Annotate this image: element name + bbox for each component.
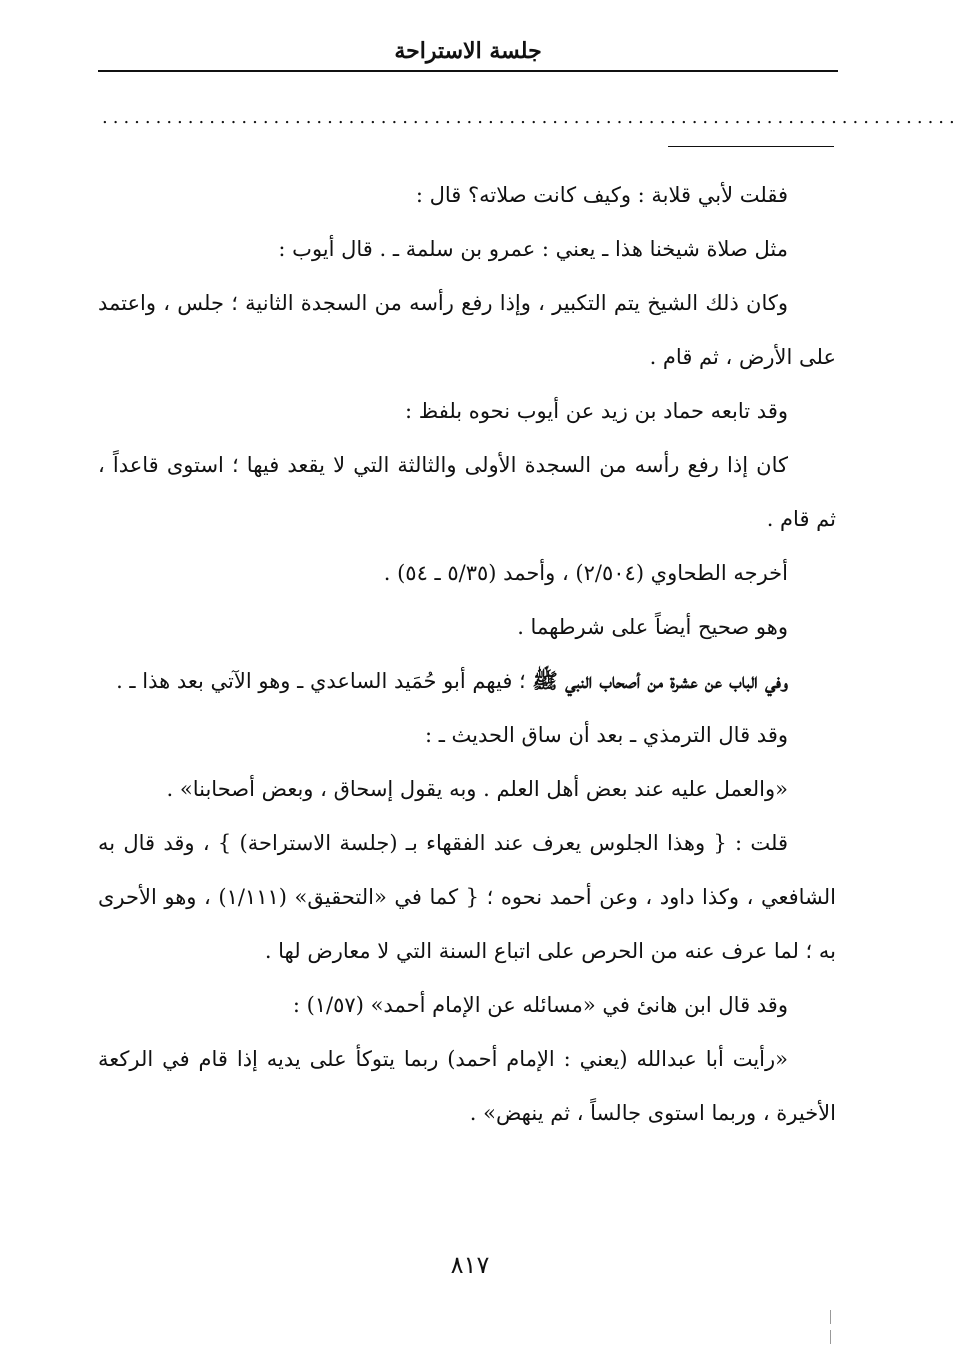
short-rule <box>668 146 834 147</box>
paragraph: «رأيت أبا عبدالله (يعني : الإمام أحمد) ربما يتوكأ على يديه إذا قام في الركعة الأخيرة ، وربما استوى جالساً ، ثم ينهض» . <box>98 1047 836 1125</box>
running-head-title: جلسة الاستراحة <box>394 38 542 64</box>
paragraph: وقد تابعه حماد بن زيد عن أيوب نحوه بلفظ : <box>405 399 788 423</box>
paragraph <box>98 654 836 708</box>
paragraph: أخرجه الطحاوي (٢/٥٠٤) ، وأحمد (٥/٣٥ ـ ٥٤) . <box>383 561 788 585</box>
edge-mark <box>830 1310 831 1324</box>
paragraph: كان إذا رفع رأسه من السجدة الأولى والثالثة التي لا يقعد فيها ؛ استوى قاعداً ، ثم قام . <box>98 453 836 531</box>
paragraph: وهو صحيح أيضاً على شرطهما . <box>517 615 788 639</box>
paragraph: قلت : { وهذا الجلوس يعرف عند الفقهاء بـ (جلسة الاستراحة) } ، وقد قال به الشافعي ، وكذا داود ، وعن أحمد نحوه ؛ { كما في «التحقيق» (١/١١١) ، وهو الأحرى به ؛ لما عرف عنه من الحرص على اتباع السنة التي لا معارض لها . <box>98 831 836 963</box>
paragraph: «والعمل عليه عند بعض أهل العلم . وبه يقول إسحاق ، وبعض أصحابنا» . <box>166 777 788 801</box>
paragraph: وكان ذلك الشيخ يتم التكبير ، وإذا رفع رأسه من السجدة الثانية ؛ جلس ، واعتمد على الأرض ، ثم قام . <box>98 291 836 369</box>
header-rule <box>98 70 838 72</box>
page-number: ٨١٧ <box>450 1251 490 1279</box>
dotted-separator: ................................................................................ <box>102 107 960 128</box>
paragraph-rest: ؛ فيهم أبو حُمَيد الساعدي ـ وهو الآتي بعد هذا ـ . <box>116 669 533 693</box>
paragraph: فقلت لأبي قلابة : وكيف كانت صلاته؟ قال : <box>415 183 788 207</box>
bold-phrase: وفي الباب عن عشرة من أصحاب النبي ﷺ <box>532 668 788 693</box>
paragraph: وقد قال الترمذي ـ بعد أن ساق الحديث ـ : <box>424 723 788 747</box>
body-text <box>98 168 836 1140</box>
paragraph: مثل صلاة شيخنا هذا ـ يعني : عمرو بن سلمة ـ . قال أيوب : <box>278 237 788 261</box>
edge-mark <box>830 1330 831 1344</box>
paragraph: وقد قال ابن هانئ في «مسائله عن الإمام أحمد» (١/٥٧) : <box>292 993 788 1017</box>
